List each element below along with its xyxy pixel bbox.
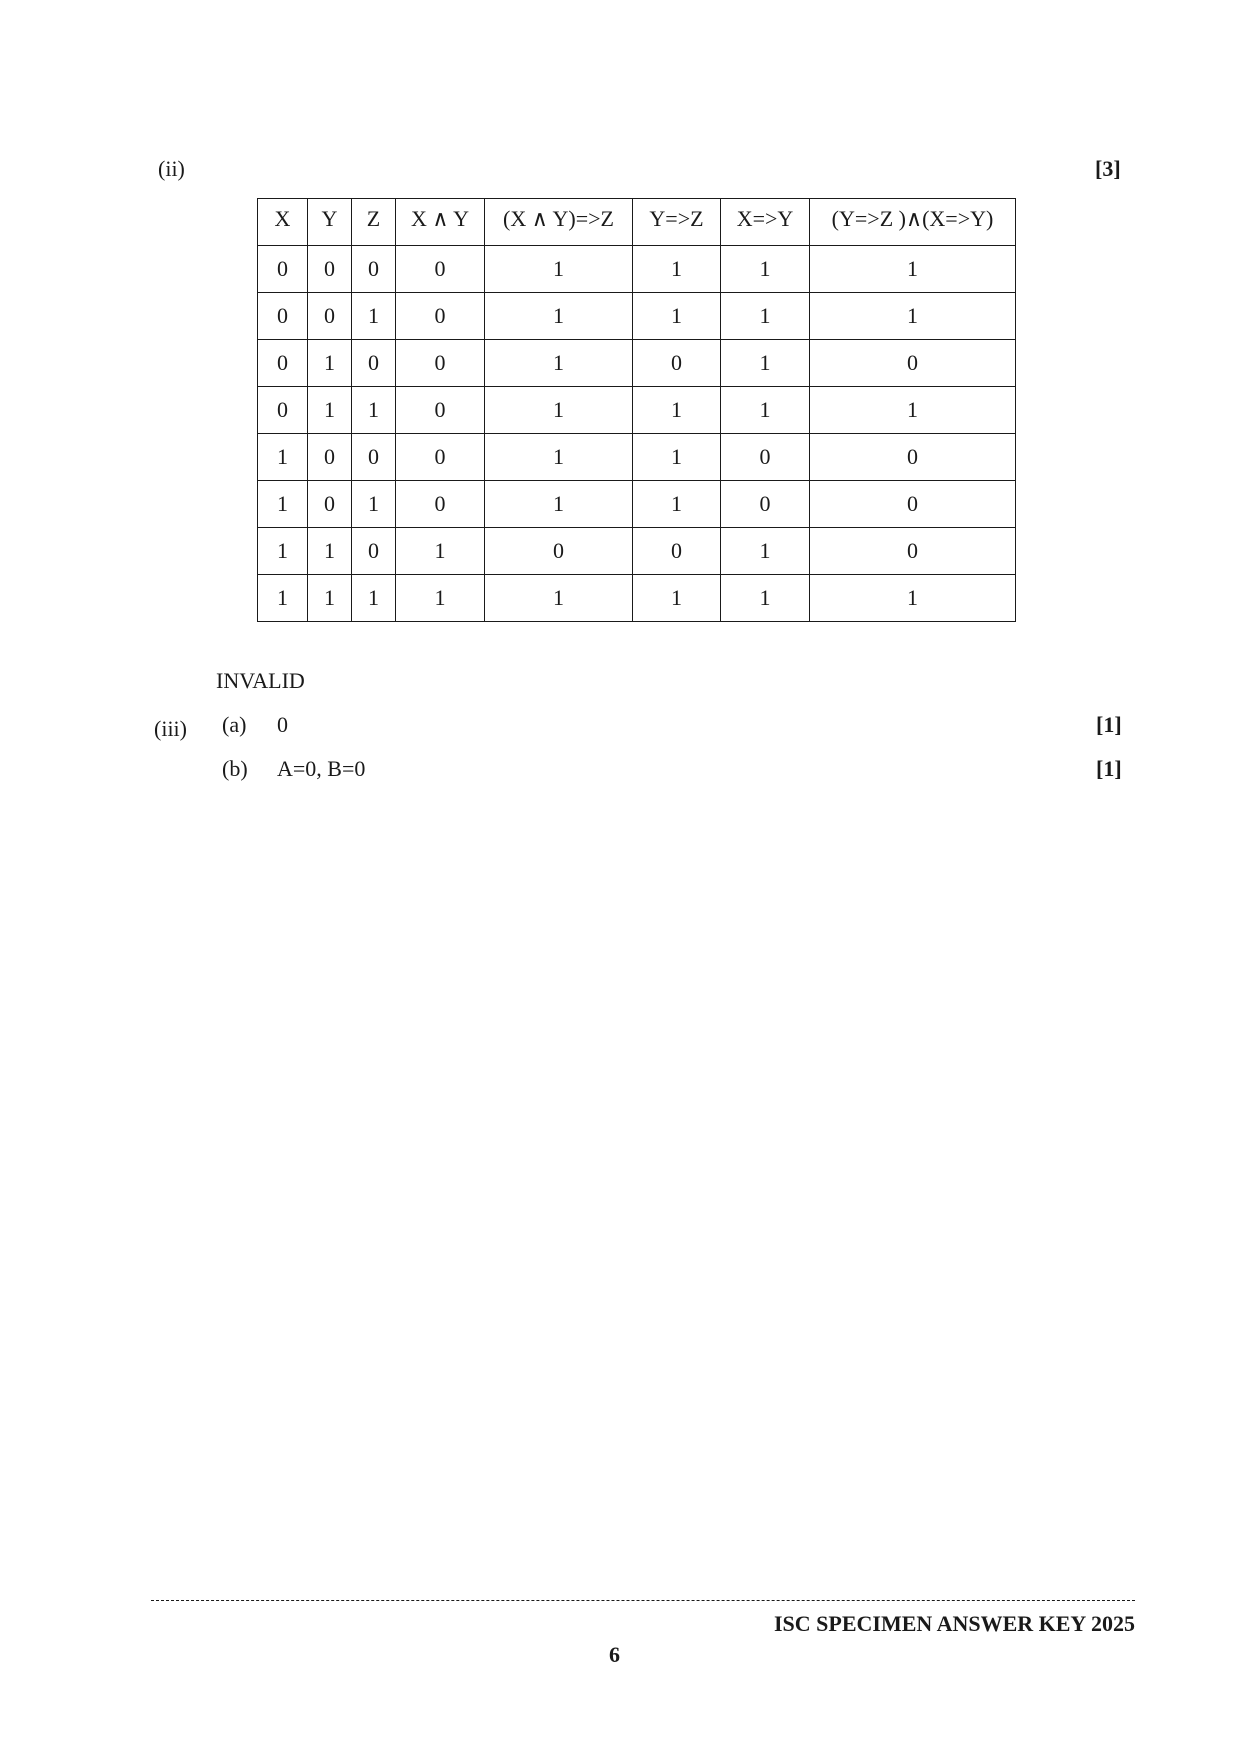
table-cell: 0 xyxy=(308,481,352,528)
table-cell: 1 xyxy=(633,575,721,622)
table-cell: 0 xyxy=(810,528,1016,575)
table-cell: 0 xyxy=(810,340,1016,387)
table-row xyxy=(258,293,1016,340)
table-row xyxy=(258,528,1016,575)
table-cell: 1 xyxy=(396,528,485,575)
table-cell: 0 xyxy=(352,340,396,387)
table-row xyxy=(258,575,1016,622)
table-cell: 1 xyxy=(485,387,633,434)
table-cell: 1 xyxy=(721,387,810,434)
table-cell: 0 xyxy=(308,246,352,293)
table-cell: 1 xyxy=(721,293,810,340)
table-header-row xyxy=(258,199,1016,246)
table-cell: 1 xyxy=(485,481,633,528)
column-header: Y xyxy=(308,199,352,246)
table-cell: 1 xyxy=(810,293,1016,340)
column-header: (Y=>Z )∧(X=>Y) xyxy=(810,199,1016,246)
table-cell: 1 xyxy=(258,481,308,528)
table-cell: 0 xyxy=(485,528,633,575)
column-header: Y=>Z xyxy=(633,199,721,246)
part-iii-b-answer: A=0, B=0 xyxy=(277,756,366,781)
table-row xyxy=(258,340,1016,387)
table-cell: 0 xyxy=(396,340,485,387)
table-cell: 0 xyxy=(258,340,308,387)
part-iii-a-label: (a) xyxy=(222,712,247,737)
table-cell: 1 xyxy=(810,575,1016,622)
table-cell: 1 xyxy=(485,434,633,481)
column-header: Z xyxy=(352,199,396,246)
table-cell: 1 xyxy=(721,340,810,387)
table-cell: 1 xyxy=(352,387,396,434)
part-iii-label: (iii) xyxy=(154,716,187,741)
table-cell: 1 xyxy=(633,387,721,434)
table-cell: 0 xyxy=(352,246,396,293)
part-iii-a-marks: [1] xyxy=(1096,712,1122,737)
table-cell: 0 xyxy=(633,340,721,387)
column-header: X=>Y xyxy=(721,199,810,246)
table-cell: 0 xyxy=(810,481,1016,528)
part-ii-label: (ii) xyxy=(158,156,185,181)
part-iii-b-marks: [1] xyxy=(1096,756,1122,781)
table-cell: 1 xyxy=(352,575,396,622)
table-cell: 0 xyxy=(396,434,485,481)
table-cell: 0 xyxy=(721,434,810,481)
table-cell: 0 xyxy=(810,434,1016,481)
table-cell: 1 xyxy=(258,434,308,481)
table-cell: 1 xyxy=(721,528,810,575)
table-cell: 0 xyxy=(721,481,810,528)
table-cell: 1 xyxy=(810,387,1016,434)
table-row xyxy=(258,246,1016,293)
table-cell: 0 xyxy=(258,387,308,434)
table-cell: 1 xyxy=(810,246,1016,293)
table-cell: 0 xyxy=(633,528,721,575)
table-cell: 1 xyxy=(258,575,308,622)
table-cell: 0 xyxy=(308,434,352,481)
table-row xyxy=(258,387,1016,434)
part-ii-marks: [3] xyxy=(1095,156,1121,181)
table-cell: 1 xyxy=(721,575,810,622)
table-cell: 1 xyxy=(258,528,308,575)
table-cell: 1 xyxy=(633,434,721,481)
truth-table xyxy=(257,198,1016,622)
table-cell: 1 xyxy=(396,575,485,622)
table-cell: 0 xyxy=(352,528,396,575)
column-header: X xyxy=(258,199,308,246)
part-iii-a-answer: 0 xyxy=(277,712,288,737)
table-cell: 0 xyxy=(308,293,352,340)
table-cell: 1 xyxy=(352,481,396,528)
column-header: (X ∧ Y)=>Z xyxy=(485,199,633,246)
conclusion-text: INVALID xyxy=(216,668,305,693)
table-cell: 1 xyxy=(633,293,721,340)
column-header: X ∧ Y xyxy=(396,199,485,246)
table-cell: 1 xyxy=(485,575,633,622)
footer-title: ISC SPECIMEN ANSWER KEY 2025 xyxy=(773,1611,1135,1636)
table-cell: 1 xyxy=(308,387,352,434)
table-cell: 1 xyxy=(721,246,810,293)
table-cell: 0 xyxy=(258,246,308,293)
table-cell: 0 xyxy=(258,293,308,340)
table-cell: 1 xyxy=(633,246,721,293)
table-cell: 0 xyxy=(396,481,485,528)
table-cell: 0 xyxy=(396,293,485,340)
table-cell: 1 xyxy=(485,246,633,293)
table-cell: 1 xyxy=(308,340,352,387)
table-cell: 1 xyxy=(485,340,633,387)
footer-divider xyxy=(151,1600,1135,1601)
table-cell: 0 xyxy=(396,387,485,434)
page-number: 6 xyxy=(609,1642,620,1667)
table-cell: 1 xyxy=(633,481,721,528)
table-cell: 1 xyxy=(352,293,396,340)
table-cell: 1 xyxy=(485,293,633,340)
part-iii-b-label: (b) xyxy=(222,756,248,781)
table-cell: 1 xyxy=(308,528,352,575)
table-cell: 0 xyxy=(352,434,396,481)
table-row xyxy=(258,481,1016,528)
table-cell: 1 xyxy=(308,575,352,622)
table-cell: 0 xyxy=(396,246,485,293)
table-row xyxy=(258,434,1016,481)
